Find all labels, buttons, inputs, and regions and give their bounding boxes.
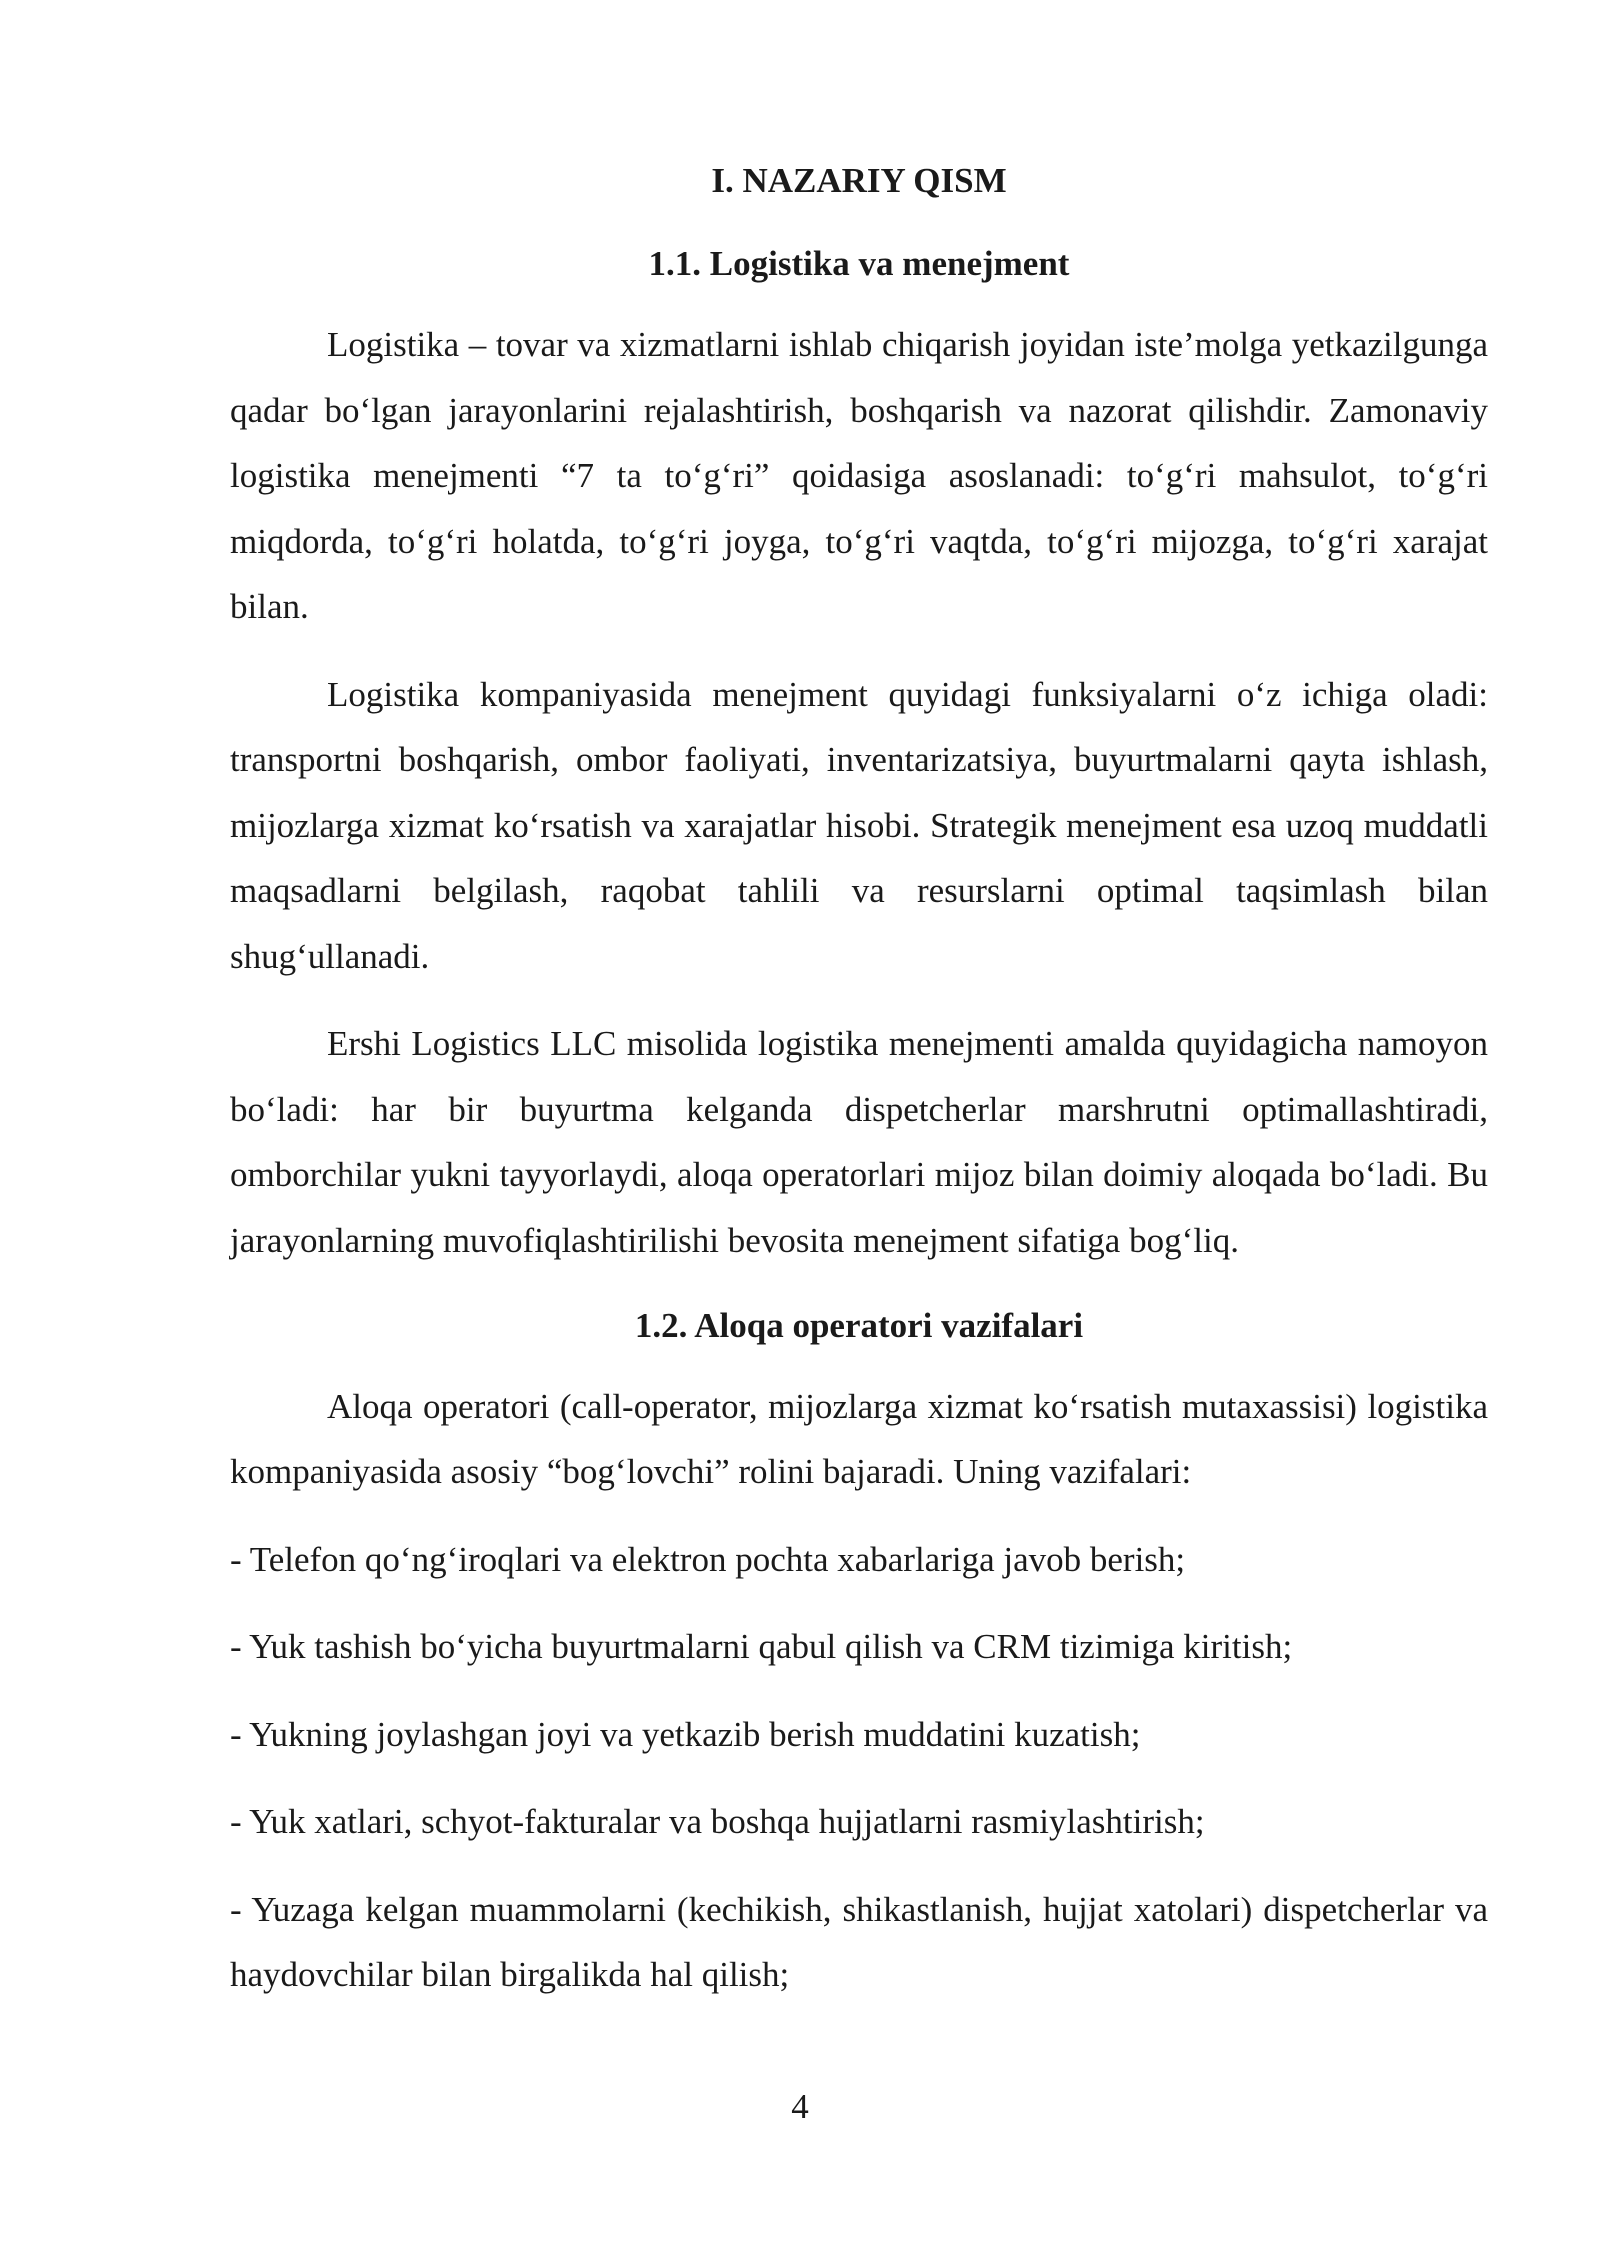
list-item: - Telefon qo‘ng‘iroqlari va elektron pochta xabarlariga javob berish; [230,1539,1186,1579]
paragraph-management-functions: Logistika kompaniyasida menejment quyidagi funksiyalarni o‘z ichiga oladi: transportni boshqarish, ombor faoliyati, inventarizatsiya, buyurtmalarni qayta ishlash, mijozlarga xizmat ko‘rsatish va xarajatlar hisobi. Strategik menejment esa uzoq muddatli maqsadlarni belgilash, raqobat tahlili va resurslarni optimal taqsimlash bilan shug‘ullanadi. [230,674,1488,976]
list-item: - Yuk xatlari, schyot-fakturalar va boshqa hujjatlarni rasmiylashtirish; [230,1802,1205,1841]
paragraph-operator-intro: Aloqa operatori (call-operator, mijozlarga xizmat ko‘rsatish mutaxassisi) logistika kompaniyasida asosiy “bog‘lovchi” rolini bajaradi. Uning vazifalari: [230,1386,1488,1491]
subsection-title-operator-duties: 1.2. Aloqa operatori vazifalari [634,1306,1084,1345]
list-item: - Yukning joylashgan joyi va yetkazib berish muddatini kuzatish; [230,1714,1141,1754]
list-item: - Yuzaga kelgan muammolarni (kechikish, shikastlanish, hujjat xatolari) dispetcherlar va haydovchilar bilan birgalikda hal qilish; [230,1889,1488,1994]
subsection-title-logistics-management: 1.1. Logistika va menejment [648,243,1070,283]
duties-list [230,1527,1488,2008]
paragraph-ershi-logistics-example: Ershi Logistics LLC misolida logistika menejmenti amalda quyidagicha namoyon bo‘ladi: har bir buyurtma kelganda dispetcherlar marshrutni optimallashtiradi, omborchilar yukni tayyorlaydi, aloqa operatorlari mijoz bilan doimiy aloqada bo‘ladi. Bu jarayonlarning muvofiqlashtirilishi bevosita menejment sifatiga bog‘liq. [230,1024,1488,1260]
list-item: - Yuk tashish bo‘yicha buyurtmalarni qabul qilish va CRM tizimiga kiritish; [230,1627,1293,1666]
page-content [230,148,1488,2030]
paragraph-logistics-definition: Logistika – tovar va xizmatlarni ishlab chiqarish joyidan iste’molga yetkazilgunga qadar bo‘lgan jarayonlarini rejalashtirish, boshqarish va nazorat qilishdir. Zamonaviy logistika menejmenti “7 ta to‘g‘ri” qoidasiga asoslanadi: to‘g‘ri mahsulot, to‘g‘ri miqdorda, to‘g‘ri holatda, to‘g‘ri joyga, to‘g‘ri vaqtda, to‘g‘ri mijozga, to‘g‘ri xarajat bilan. [230,325,1488,626]
section-title: I. NAZARIY QISM [711,161,1007,200]
page-number: 4 [791,2087,809,2126]
